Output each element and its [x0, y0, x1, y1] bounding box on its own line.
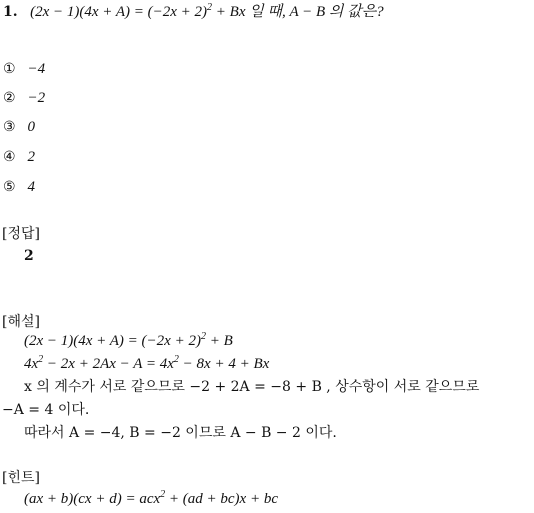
hint-text: (ax + b)(cx + d) = acx$^2$ + (ad + bc)x + bc	[24, 489, 278, 507]
choice-3: ③ 0	[3, 119, 35, 135]
hint-label: [힌트]	[2, 470, 40, 486]
choice-1: ① −4	[3, 61, 46, 77]
answer-value: 2	[24, 248, 34, 264]
explanation-line-2: $4x^2 - 2x + 2Ax - A = 4x^2 - 8x + 4 + Bx$	[24, 354, 270, 372]
question-text: $(2x - 1)(4x + A) = (-2x + 2)^2 + Bx$ 일 때, A − B 의 값은?	[30, 2, 384, 20]
answer-label: [정답]	[2, 226, 40, 242]
choice-5: ⑤ 4	[3, 179, 35, 195]
explanation-line-4: −A = 4 이다.	[2, 402, 90, 418]
question-number: 1.	[3, 4, 18, 20]
explanation-line-3: x 의 계수가 서로 같으므로 −2 + 2A = −8 + B , 상수항이 서로 같으므로	[24, 379, 480, 395]
question-line	[3, 3, 384, 21]
choice-4: ④ 2	[3, 149, 35, 165]
explanation-label: [해설]	[2, 314, 40, 330]
explanation-line-1: $(2x - 1)(4x + A) = (-2x + 2)^2 + B$	[24, 331, 233, 349]
choice-2: ② −2	[3, 90, 46, 106]
explanation-line-5: 따라서 A = −4, B = −2 이므로 A − B − 2 이다.	[24, 425, 337, 441]
